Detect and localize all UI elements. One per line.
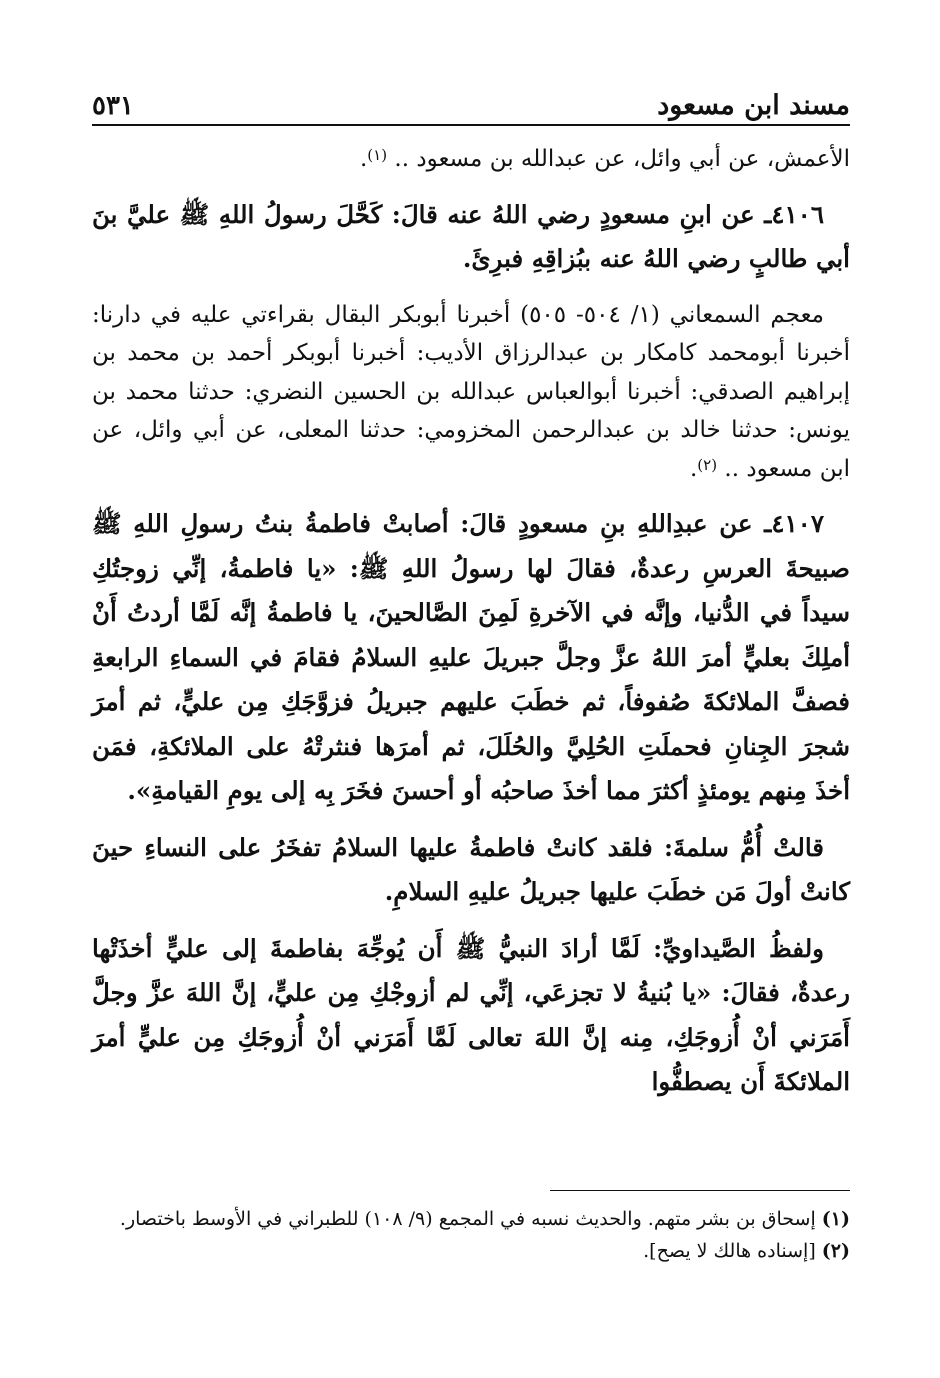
chain-continuation (92, 140, 850, 179)
source-citation-text: معجم السمعاني (١/ ٥٠٤- ٥٠٥) أخبرنا أبوبكر البقال بقراءتي عليه في دارنا: أخبرنا أبومحمد كامكار بن عبدالرزاق الأديب: أخبرنا أبوبكر أحمد بن محمد بن إبراهيم الصدقي: أخبرنا أبوالعباس عبدالله بن الحسين النضري: حدثنا محمد بن يونس: حدثنا خالد بن عبدالرحمن المخزومي: حدثنا المعلى، عن أبي وائل، عن ابن مسعود .. (92, 301, 850, 482)
hadith-text-4106: عن ابنِ مسعودٍ رضي اللهُ عنه قالَ: كَحَّلَ رسولُ اللهِ ﷺ عليَّ بنَ أبي طالبٍ رضي اللهُ عنه ببُزاقِهِ فبرِئَ. (92, 199, 850, 273)
footnotes (92, 1203, 850, 1267)
footnote-divider (550, 1190, 850, 1191)
source-citation-end: . (689, 455, 698, 482)
hadith-number-4106: ٤١٠٦ـ (764, 199, 824, 229)
source-citation (92, 296, 850, 489)
footnote-ref-2[interactable]: (٢) (697, 455, 718, 474)
sidawi-wording: ولفظُ الصَّيداويِّ: لَمَّا أرادَ النبيُّ ﷺ أَن يُوجِّهَ بفاطمةَ إلى عليٍّ أخذَتْها رعدةٌ، فقالَ: «يا بُنيةُ لا تجزعَي، إنِّي لم أزوجْكِ مِن عليٍّ، إنَّ اللهَ عزَّ وجلَّ أَمَرَني أنْ أُزوجَكِ، مِنه إنَّ اللهَ تعالى لَمَّا أَمَرَني أنْ أُزوجَكِ مِن عليٍّ أمرَ الملائكةَ أَن يصطفُّوا (92, 933, 850, 1096)
hadith-text-4107: عن عبدِاللهِ بنِ مسعودٍ قالَ: أصابتْ فاطمةُ بنتُ رسولِ اللهِ ﷺ صبيحةَ العرسِ رعدةٌ، فقالَ لها رسولُ اللهِ ﷺ: «يا فاطمةُ، إنِّي زوجتُكِ سيداً في الدُّنيا، وإنَّه في الآخرةِ لَمِنَ الصَّالحينَ، يا فاطمةُ إنَّه لَمَّا أردتُ أَنْ أملِكَ بعليٍّ أمرَ اللهُ عزَّ وجلَّ جبريلَ عليهِ السلامُ فقامَ في السماءِ الرابعةِ فصفَّ الملائكةَ صُفوفاً، ثم خطَبَ عليهم جبريلُ فزوَّجَكِ مِن عليٍّ، ثم أمرَ شجرَ الجِنانِ فحملَتِ الحُلِيَّ والحُلَلَ، ثم أمرَها فنثرتْهُ على الملائكةِ، فمَن أخذَ مِنهم يومئذٍ أكثرَ مما أخذَ صاحبُه أو أحسنَ فخَرَ بِه إلى يومِ القيامةِ». (92, 509, 850, 805)
footnote-1-text: إسحاق بن بشر متهم. والحديث نسبه في المجمع (٩/ ١٠٨) للطبراني في الأوسط باختصار. (119, 1208, 822, 1230)
page-header (92, 88, 850, 122)
footnote-ref-1[interactable]: (١) (367, 146, 388, 164)
chain-continuation-text: الأعمش، عن أبي وائل، عن عبدالله بن مسعود .. (387, 146, 850, 172)
page-number: ٥٣١ (92, 91, 134, 121)
footnote-2 (92, 1235, 850, 1267)
footnote-1-mark: (١) (821, 1208, 850, 1230)
footnote-2-mark: (٢) (821, 1240, 850, 1262)
hadith-4107 (92, 502, 850, 814)
hadith-4106 (92, 193, 850, 282)
main-text (92, 140, 850, 1105)
chain-continuation-end: . (359, 146, 368, 172)
header-divider (92, 124, 850, 126)
footnote-1 (92, 1203, 850, 1235)
footnote-2-text: [إسناده هالك لا يصح]. (643, 1240, 822, 1262)
umm-salama-statement: قالتْ أُمُّ سلمةَ: فلقد كانتْ فاطمةُ عليها السلامُ تفخَرُ على النساءِ حينَ كانتْ أولَ مَن خطَبَ عليها جبريلُ عليهِ السلامِ. (92, 832, 850, 906)
running-title: مسند ابن مسعود (657, 90, 850, 121)
hadith-number-4107: ٤١٠٧ـ (764, 509, 824, 538)
